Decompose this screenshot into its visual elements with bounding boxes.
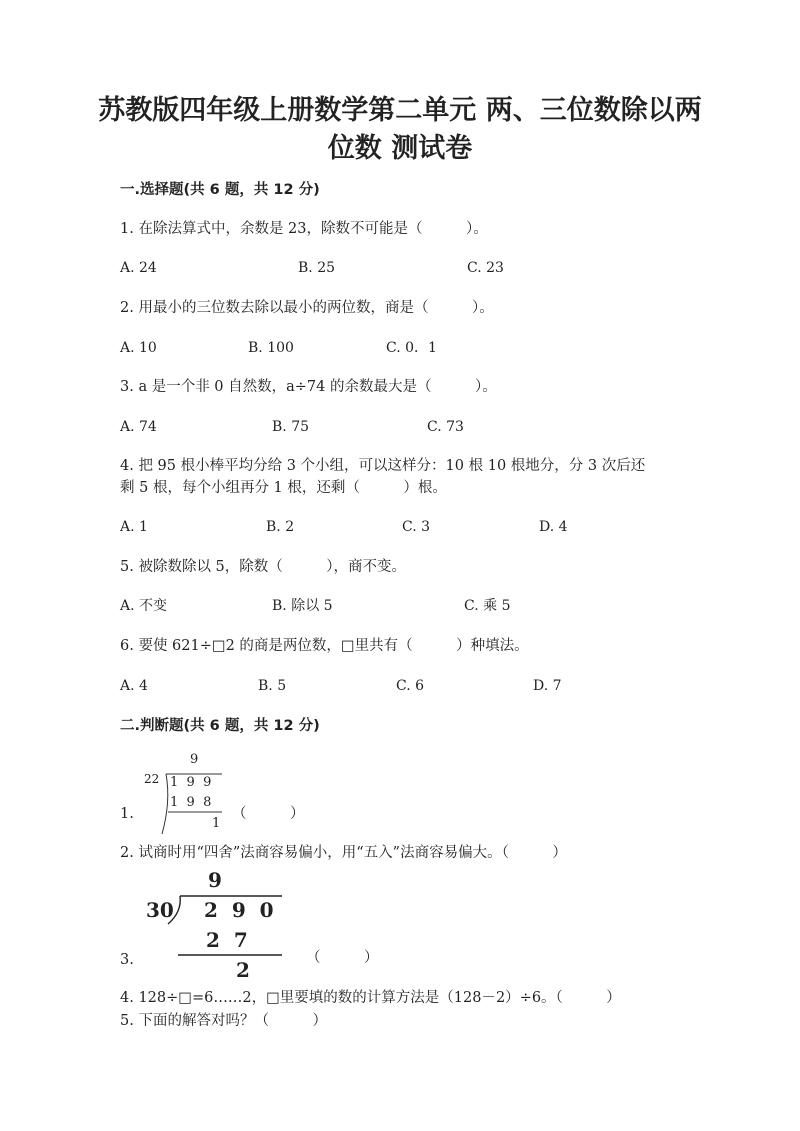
section-heading-choice: 一.选择题(共 6 题，共 12 分): [120, 182, 320, 198]
division-1-remainder: 1: [212, 816, 221, 831]
question-3-option-c[interactable]: C. 73: [427, 419, 464, 435]
division-1-dividend: 1 9 9: [170, 775, 212, 790]
long-division-figure-1: [140, 752, 240, 838]
question-1-option-c[interactable]: C. 23: [467, 260, 504, 276]
question-4-line-2: 剩 5 根，每个小组再分 1 根，还剩（ ）根。: [120, 480, 447, 496]
question-4-option-a[interactable]: A. 1: [120, 519, 148, 535]
long-division-figure-2: [140, 866, 290, 984]
question-2: 2. 用最小的三位数去除以最小的两位数，商是（ ）。: [120, 300, 494, 316]
question-1-option-a[interactable]: A. 24: [120, 260, 157, 276]
judgement-question-5: 5. 下面的解答对吗？（ ）: [120, 1013, 327, 1029]
question-1: 1. 在除法算式中，余数是 23，除数不可能是（ ）。: [120, 221, 488, 237]
question-6-option-d[interactable]: D. 7: [533, 678, 562, 694]
division-2-quotient: 9: [208, 868, 222, 892]
judgement-question-3-number: 3.: [120, 952, 134, 968]
question-4-line-1: 4. 把 95 根小棒平均分给 3 个小组，可以这样分：10 根 10 根地分，分 3 次后还: [120, 458, 646, 474]
division-2-remainder: 2: [236, 958, 250, 982]
title-line-1: 苏教版四年级上册数学第二单元 两、三位数除以两: [98, 95, 702, 126]
question-3-option-b[interactable]: B. 75: [272, 419, 310, 435]
judgement-question-3-bracket[interactable]: （ ）: [306, 950, 379, 966]
question-5-option-b[interactable]: B. 除以 5: [272, 598, 333, 614]
judgement-question-1-number: 1.: [120, 806, 134, 822]
division-1-quotient: 9: [190, 752, 199, 767]
question-6-option-c[interactable]: C. 6: [396, 678, 425, 694]
question-2-option-a[interactable]: A. 10: [120, 340, 157, 356]
division-2-divisor: 30: [146, 898, 174, 922]
judgement-question-2: 2. 试商时用“四舍”法商容易偏小，用“五入”法商容易偏大。（ ）: [120, 845, 567, 861]
title-line-2: 位数 测试卷: [327, 133, 473, 164]
question-1-option-b[interactable]: B. 25: [298, 260, 336, 276]
division-2-product: 2 7: [206, 928, 248, 952]
division-2-lines: [140, 866, 290, 984]
question-4-option-b[interactable]: B. 2: [266, 519, 295, 535]
question-6: 6. 要使 621÷□2 的商是两位数，□里共有（ ）种填法。: [120, 638, 529, 654]
question-5: 5. 被除数除以 5，除数（ ），商不变。: [120, 559, 407, 575]
question-4-option-d[interactable]: D. 4: [539, 519, 568, 535]
judgement-question-4: 4. 128÷□=6……2，□里要填的数的计算方法是（128－2）÷6。（ ）: [120, 990, 621, 1006]
question-3-option-a[interactable]: A. 74: [120, 419, 157, 435]
question-6-option-b[interactable]: B. 5: [258, 678, 287, 694]
question-3: 3. a 是一个非 0 自然数，a÷74 的余数最大是（ ）。: [120, 379, 497, 395]
judgement-question-1-bracket[interactable]: （ ）: [232, 806, 305, 822]
question-4-option-c[interactable]: C. 3: [402, 519, 431, 535]
question-6-option-a[interactable]: A. 4: [120, 678, 148, 694]
question-5-option-c[interactable]: C. 乘 5: [464, 598, 511, 614]
division-1-product: 1 9 8: [170, 795, 212, 810]
division-2-dividend: 2 9 0: [204, 898, 274, 922]
question-5-option-a[interactable]: A. 不变: [120, 598, 168, 614]
question-2-option-b[interactable]: B. 100: [248, 340, 294, 356]
question-2-option-c[interactable]: C. 0．1: [386, 340, 437, 356]
page-title: [60, 92, 740, 168]
section-heading-judgement: 二.判断题(共 6 题，共 12 分): [120, 718, 320, 734]
division-1-divisor: 22: [144, 772, 160, 786]
